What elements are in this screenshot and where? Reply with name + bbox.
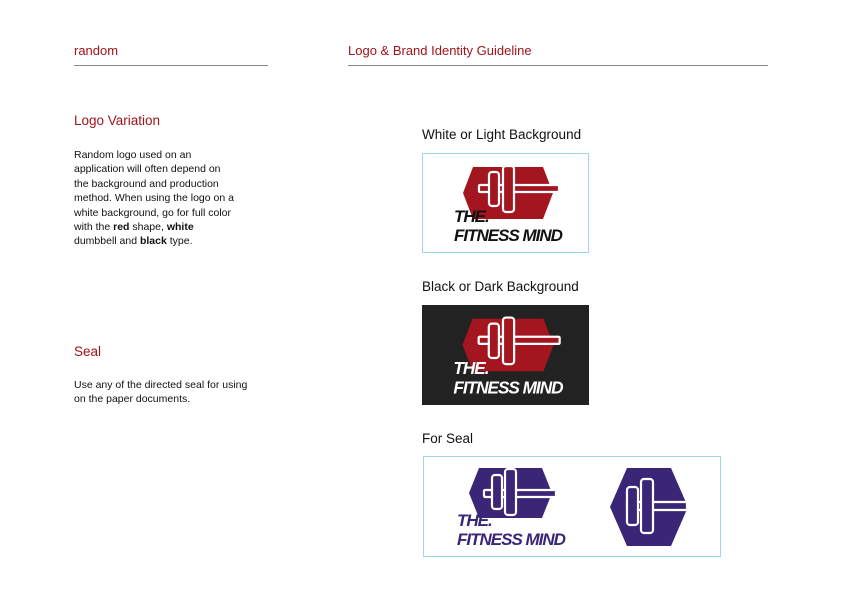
- seal-logo-full: [457, 468, 566, 549]
- seal-label: For Seal: [422, 431, 474, 446]
- logo-dark: [422, 305, 589, 405]
- seal-icon-plate-right: [641, 479, 653, 533]
- light-logo-panel: [422, 153, 589, 253]
- dark-logo-panel: [422, 305, 589, 405]
- header-left-title: random: [74, 43, 268, 66]
- light-background-label: White or Light Background: [422, 127, 582, 142]
- dumbbell-plate-right: [503, 318, 514, 365]
- seal-text-line2: FITNESS MIND: [457, 530, 565, 549]
- logo-text-line2: FITNESS MIND: [454, 226, 562, 245]
- logo-text-line1: THE.: [453, 358, 489, 379]
- seal-text-line1: THE.: [457, 511, 492, 530]
- logo-variation-text: Random logo used on an application will often depend on the background and production method. When using the logo on a white background, go for full color with the red shape, white dumbbell and black type.: [74, 149, 234, 248]
- seal-logos: [424, 457, 720, 556]
- seal-heading: Seal: [74, 344, 102, 359]
- seal-dumbbell-plate-right: [505, 469, 516, 515]
- logo-light: [423, 154, 588, 252]
- seal-icon-plate-left: [627, 487, 638, 525]
- dumbbell-plate-left: [489, 324, 499, 358]
- dumbbell-plate-left: [489, 172, 499, 206]
- seal-icon-only: [610, 468, 688, 546]
- seal-text: Use any of the directed seal for using on the paper documents.: [74, 379, 248, 406]
- seal-dumbbell-plate-left: [492, 475, 502, 509]
- seal-logo-panel: [423, 456, 721, 557]
- logo-text-line1: THE.: [454, 207, 489, 226]
- dumbbell-plate-right: [503, 166, 514, 212]
- logo-variation-heading: Logo Variation: [74, 113, 161, 128]
- header-right-title: Logo & Brand Identity Guideline: [348, 43, 768, 66]
- dark-background-label: Black or Dark Background: [422, 279, 579, 294]
- logo-text-line2: FITNESS MIND: [453, 377, 563, 398]
